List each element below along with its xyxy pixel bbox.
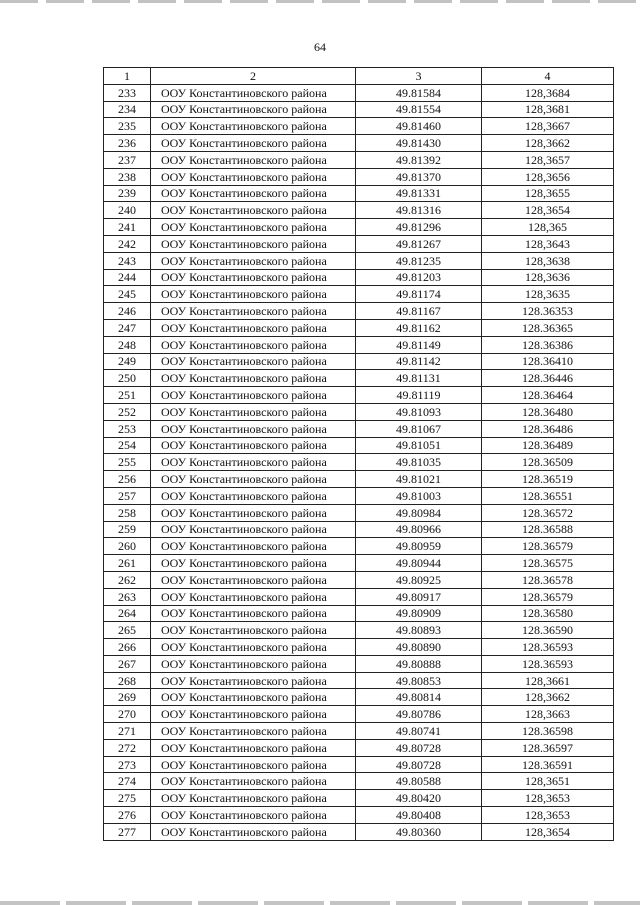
longitude-cell: 128.36597 [482,739,614,756]
latitude-cell: 49.81203 [356,269,482,286]
organization-cell: ООУ Константиновского района [151,655,356,672]
organization-cell: ООУ Константиновского района [151,219,356,236]
longitude-cell: 128,3684 [482,84,614,101]
table-header-row [104,68,614,85]
organization-cell: ООУ Константиновского района [151,605,356,622]
organization-cell: ООУ Константиновского района [151,286,356,303]
row-number-cell: 234 [104,101,151,118]
column-header-3: 3 [356,68,482,85]
coordinates-table [103,67,614,841]
latitude-cell: 49.81067 [356,420,482,437]
table-row [104,487,614,504]
latitude-cell: 49.80959 [356,538,482,555]
longitude-cell: 128.36489 [482,437,614,454]
table-row [104,269,614,286]
longitude-cell: 128.36578 [482,571,614,588]
organization-cell: ООУ Константиновского района [151,756,356,773]
row-number-cell: 237 [104,151,151,168]
latitude-cell: 49.81296 [356,219,482,236]
longitude-cell: 128.36519 [482,471,614,488]
longitude-cell: 128,3635 [482,286,614,303]
latitude-cell: 49.80588 [356,773,482,790]
table-row [104,521,614,538]
longitude-cell: 128,365 [482,219,614,236]
table-row [104,588,614,605]
longitude-cell: 128,3651 [482,773,614,790]
organization-cell: ООУ Константиновского района [151,571,356,588]
longitude-cell: 128.36365 [482,319,614,336]
table-row [104,84,614,101]
latitude-cell: 49.80893 [356,622,482,639]
table-row [104,471,614,488]
latitude-cell: 49.81460 [356,118,482,135]
table-row [104,319,614,336]
row-number-cell: 242 [104,235,151,252]
table-row [104,454,614,471]
longitude-cell: 128.36353 [482,303,614,320]
latitude-cell: 49.80360 [356,823,482,840]
row-number-cell: 244 [104,269,151,286]
table-row [104,756,614,773]
longitude-cell: 128.36386 [482,336,614,353]
row-number-cell: 262 [104,571,151,588]
longitude-cell: 128.36579 [482,588,614,605]
longitude-cell: 128,3654 [482,823,614,840]
latitude-cell: 49.81584 [356,84,482,101]
longitude-cell: 128.36480 [482,403,614,420]
organization-cell: ООУ Константиновского района [151,420,356,437]
longitude-cell: 128.36575 [482,555,614,572]
table-row [104,504,614,521]
row-number-cell: 241 [104,219,151,236]
table-row [104,571,614,588]
longitude-cell: 128,3663 [482,706,614,723]
latitude-cell: 49.80909 [356,605,482,622]
organization-cell: ООУ Константиновского района [151,319,356,336]
table-row [104,286,614,303]
organization-cell: ООУ Константиновского района [151,454,356,471]
longitude-cell: 128.36579 [482,538,614,555]
latitude-cell: 49.81131 [356,370,482,387]
longitude-cell: 128,3636 [482,269,614,286]
row-number-cell: 249 [104,353,151,370]
row-number-cell: 248 [104,336,151,353]
column-header-1: 1 [104,68,151,85]
row-number-cell: 265 [104,622,151,639]
row-number-cell: 275 [104,790,151,807]
table-row [104,403,614,420]
table-row [104,773,614,790]
latitude-cell: 49.81370 [356,168,482,185]
latitude-cell: 49.81035 [356,454,482,471]
table-row [104,639,614,656]
row-number-cell: 272 [104,739,151,756]
table-row [104,185,614,202]
latitude-cell: 49.80944 [356,555,482,572]
organization-cell: ООУ Константиновского района [151,135,356,152]
longitude-cell: 128.36509 [482,454,614,471]
latitude-cell: 49.80966 [356,521,482,538]
latitude-cell: 49.80728 [356,739,482,756]
table-row [104,336,614,353]
latitude-cell: 49.80853 [356,672,482,689]
table-row [104,387,614,404]
row-number-cell: 261 [104,555,151,572]
longitude-cell: 128,3653 [482,807,614,824]
organization-cell: ООУ Константиновского района [151,521,356,538]
longitude-cell: 128,3654 [482,202,614,219]
organization-cell: ООУ Константиновского района [151,555,356,572]
organization-cell: ООУ Константиновского района [151,101,356,118]
longitude-cell: 128.36446 [482,370,614,387]
latitude-cell: 49.81316 [356,202,482,219]
organization-cell: ООУ Константиновского района [151,303,356,320]
row-number-cell: 236 [104,135,151,152]
longitude-cell: 128,3653 [482,790,614,807]
organization-cell: ООУ Константиновского района [151,706,356,723]
latitude-cell: 49.81167 [356,303,482,320]
organization-cell: ООУ Константиновского района [151,773,356,790]
organization-cell: ООУ Константиновского района [151,723,356,740]
latitude-cell: 49.81051 [356,437,482,454]
row-number-cell: 246 [104,303,151,320]
longitude-cell: 128.36593 [482,655,614,672]
scan-edge-top [0,0,640,3]
organization-cell: ООУ Константиновского района [151,269,356,286]
latitude-cell: 49.81003 [356,487,482,504]
organization-cell: ООУ Константиновского района [151,538,356,555]
organization-cell: ООУ Константиновского района [151,168,356,185]
organization-cell: ООУ Константиновского района [151,370,356,387]
latitude-cell: 49.80408 [356,807,482,824]
latitude-cell: 49.81392 [356,151,482,168]
latitude-cell: 49.81267 [356,235,482,252]
table-row [104,706,614,723]
organization-cell: ООУ Константиновского района [151,807,356,824]
row-number-cell: 253 [104,420,151,437]
latitude-cell: 49.80888 [356,655,482,672]
table-row [104,118,614,135]
row-number-cell: 233 [104,84,151,101]
latitude-cell: 49.81174 [356,286,482,303]
row-number-cell: 255 [104,454,151,471]
latitude-cell: 49.81162 [356,319,482,336]
organization-cell: ООУ Константиновского района [151,336,356,353]
row-number-cell: 238 [104,168,151,185]
latitude-cell: 49.81554 [356,101,482,118]
organization-cell: ООУ Константиновского района [151,118,356,135]
longitude-cell: 128.36591 [482,756,614,773]
longitude-cell: 128.36572 [482,504,614,521]
longitude-cell: 128.36590 [482,622,614,639]
latitude-cell: 49.81142 [356,353,482,370]
row-number-cell: 239 [104,185,151,202]
row-number-cell: 252 [104,403,151,420]
longitude-cell: 128,3655 [482,185,614,202]
organization-cell: ООУ Константиновского района [151,639,356,656]
longitude-cell: 128,3667 [482,118,614,135]
row-number-cell: 240 [104,202,151,219]
organization-cell: ООУ Константиновского района [151,471,356,488]
organization-cell: ООУ Константиновского района [151,689,356,706]
row-number-cell: 254 [104,437,151,454]
row-number-cell: 276 [104,807,151,824]
row-number-cell: 247 [104,319,151,336]
latitude-cell: 49.81021 [356,471,482,488]
organization-cell: ООУ Константиновского района [151,84,356,101]
table-row [104,235,614,252]
organization-cell: ООУ Константиновского района [151,487,356,504]
latitude-cell: 49.80420 [356,790,482,807]
longitude-cell: 128.36598 [482,723,614,740]
table-row [104,555,614,572]
table-row [104,655,614,672]
row-number-cell: 268 [104,672,151,689]
longitude-cell: 128.36588 [482,521,614,538]
organization-cell: ООУ Константиновского района [151,202,356,219]
latitude-cell: 49.80984 [356,504,482,521]
table-row [104,420,614,437]
organization-cell: ООУ Константиновского района [151,588,356,605]
organization-cell: ООУ Константиновского района [151,790,356,807]
table-row [104,739,614,756]
row-number-cell: 266 [104,639,151,656]
table-row [104,135,614,152]
row-number-cell: 259 [104,521,151,538]
latitude-cell: 49.80728 [356,756,482,773]
table-row [104,303,614,320]
table-row [104,823,614,840]
column-header-2: 2 [151,68,356,85]
row-number-cell: 251 [104,387,151,404]
longitude-cell: 128,3656 [482,168,614,185]
longitude-cell: 128.36486 [482,420,614,437]
latitude-cell: 49.80741 [356,723,482,740]
row-number-cell: 263 [104,588,151,605]
page-number: 64 [314,40,326,54]
longitude-cell: 128,3662 [482,689,614,706]
table-row [104,168,614,185]
latitude-cell: 49.81430 [356,135,482,152]
table-row [104,790,614,807]
organization-cell: ООУ Константиновского района [151,437,356,454]
latitude-cell: 49.80890 [356,639,482,656]
longitude-cell: 128,3643 [482,235,614,252]
table-row [104,151,614,168]
table-row [104,723,614,740]
scan-edge-bottom [0,901,640,905]
latitude-cell: 49.80814 [356,689,482,706]
organization-cell: ООУ Константиновского района [151,353,356,370]
row-number-cell: 258 [104,504,151,521]
row-number-cell: 256 [104,471,151,488]
row-number-cell: 260 [104,538,151,555]
table-row [104,101,614,118]
latitude-cell: 49.81093 [356,403,482,420]
organization-cell: ООУ Константиновского района [151,622,356,639]
row-number-cell: 269 [104,689,151,706]
row-number-cell: 271 [104,723,151,740]
latitude-cell: 49.80917 [356,588,482,605]
organization-cell: ООУ Константиновского района [151,235,356,252]
table-body [104,84,614,840]
organization-cell: ООУ Константиновского района [151,672,356,689]
longitude-cell: 128.36464 [482,387,614,404]
column-header-4: 4 [482,68,614,85]
table-row [104,353,614,370]
longitude-cell: 128.36410 [482,353,614,370]
longitude-cell: 128.36551 [482,487,614,504]
longitude-cell: 128.36593 [482,639,614,656]
table-row [104,437,614,454]
longitude-cell: 128,3681 [482,101,614,118]
organization-cell: ООУ Константиновского района [151,151,356,168]
row-number-cell: 270 [104,706,151,723]
organization-cell: ООУ Константиновского района [151,504,356,521]
table-row [104,202,614,219]
longitude-cell: 128.36580 [482,605,614,622]
table-row [104,252,614,269]
row-number-cell: 243 [104,252,151,269]
row-number-cell: 273 [104,756,151,773]
table-row [104,538,614,555]
table-row [104,689,614,706]
table-row [104,807,614,824]
row-number-cell: 235 [104,118,151,135]
organization-cell: ООУ Константиновского района [151,739,356,756]
table-row [104,622,614,639]
latitude-cell: 49.80786 [356,706,482,723]
row-number-cell: 245 [104,286,151,303]
organization-cell: ООУ Константиновского района [151,403,356,420]
row-number-cell: 257 [104,487,151,504]
organization-cell: ООУ Константиновского района [151,387,356,404]
organization-cell: ООУ Константиновского района [151,185,356,202]
latitude-cell: 49.81119 [356,387,482,404]
row-number-cell: 264 [104,605,151,622]
longitude-cell: 128,3657 [482,151,614,168]
longitude-cell: 128,3661 [482,672,614,689]
latitude-cell: 49.81149 [356,336,482,353]
organization-cell: ООУ Константиновского района [151,823,356,840]
latitude-cell: 49.80925 [356,571,482,588]
row-number-cell: 267 [104,655,151,672]
organization-cell: ООУ Константиновского района [151,252,356,269]
longitude-cell: 128,3638 [482,252,614,269]
table-row [104,370,614,387]
latitude-cell: 49.81331 [356,185,482,202]
table-row [104,605,614,622]
table-row [104,672,614,689]
row-number-cell: 277 [104,823,151,840]
table-row [104,219,614,236]
row-number-cell: 250 [104,370,151,387]
latitude-cell: 49.81235 [356,252,482,269]
longitude-cell: 128,3662 [482,135,614,152]
row-number-cell: 274 [104,773,151,790]
